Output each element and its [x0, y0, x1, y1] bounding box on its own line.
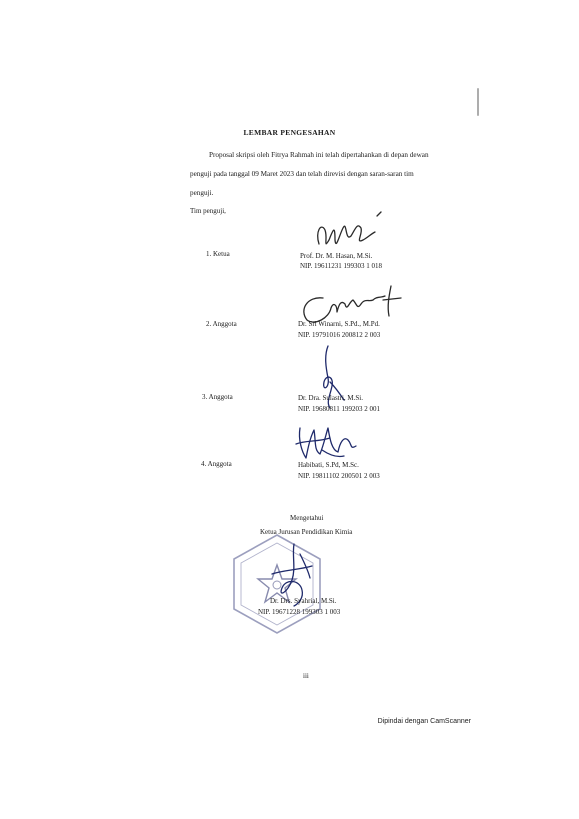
paragraph-line-3: penguji. [190, 189, 214, 197]
examiner-2-name: Dr. Sri Winarni, S.Pd., M.Pd. [298, 320, 380, 328]
signature-examiner-4-image [292, 420, 362, 464]
approval-label: Mengetahui [290, 514, 324, 522]
signature-examiner-1-image [305, 210, 385, 258]
page-edge-mark [477, 88, 479, 116]
page-number: iii [303, 672, 309, 680]
examiner-1-nip: NIP. 19611231 199303 1 018 [300, 262, 382, 270]
scanner-watermark: Dipindai dengan CamScanner [377, 718, 471, 725]
approver-name: Dr. Drs. Syahrial, M.Si. [270, 597, 337, 605]
examiner-2-nip: NIP. 19791016 200812 2 003 [298, 331, 381, 339]
approval-position: Ketua Jurusan Pendidikan Kimia [260, 528, 353, 536]
examiner-1-role: 1. Ketua [206, 250, 230, 258]
examiner-2-role: 2. Anggota [206, 320, 237, 328]
document-title: LEMBAR PENGESAHAN [243, 128, 336, 137]
paragraph-line-2: penguji pada tanggal 09 Maret 2023 dan telah direvisi dengan saran-saran tim [190, 170, 414, 178]
examiner-4-nip: NIP. 19811102 200501 2 003 [298, 472, 380, 480]
examiner-4-name: Habibati, S.Pd, M.Sc. [298, 461, 359, 469]
approver-nip: NIP. 19671228 199303 1 003 [258, 608, 341, 616]
examiner-3-name: Dr. Dra. Sulastri, M.Si. [298, 394, 363, 402]
examiner-3-nip: NIP. 19680811 199203 2 001 [298, 405, 380, 413]
examiner-1-name: Prof. Dr. M. Hasan, M.Si. [300, 252, 373, 260]
team-label: Tim penguji, [190, 207, 226, 215]
examiner-4-role: 4. Anggota [201, 460, 232, 468]
examiner-3-role: 3. Anggota [202, 393, 233, 401]
paragraph-line-1: Proposal skripsi oleh Fitrya Rahmah ini telah dipertahankan di depan dewan [209, 151, 429, 159]
